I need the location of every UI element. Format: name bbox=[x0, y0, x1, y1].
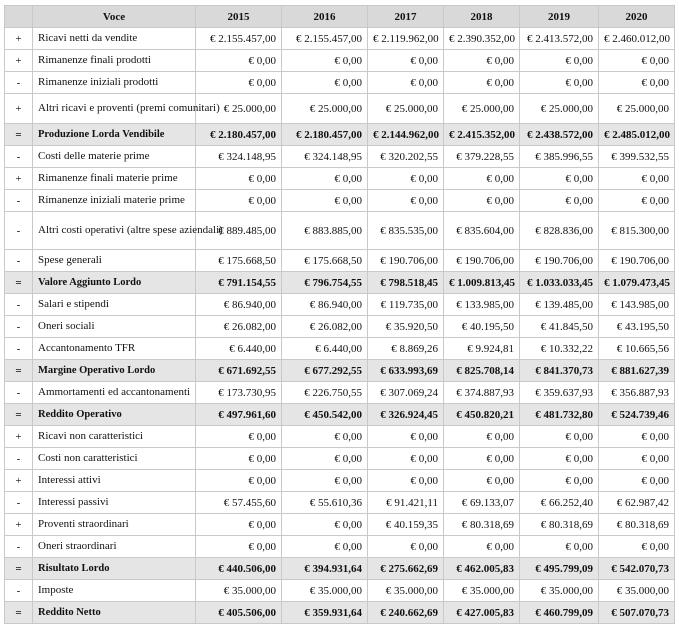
income-statement-table bbox=[4, 5, 675, 624]
value-cell: € 0,00 bbox=[368, 72, 444, 94]
value-cell: € 0,00 bbox=[520, 426, 599, 448]
value-cell: € 0,00 bbox=[196, 426, 282, 448]
value-cell: € 2.119.962,00 bbox=[368, 28, 444, 50]
value-cell: € 324.148,95 bbox=[196, 146, 282, 168]
value-cell: € 0,00 bbox=[599, 470, 675, 492]
value-cell: € 796.754,55 bbox=[282, 272, 368, 294]
value-cell: € 190.706,00 bbox=[368, 250, 444, 272]
value-cell: € 62.987,42 bbox=[599, 492, 675, 514]
value-cell: € 405.506,00 bbox=[196, 602, 282, 624]
value-cell: € 66.252,40 bbox=[520, 492, 599, 514]
item-label: Imposte bbox=[33, 580, 196, 602]
sign-cell: - bbox=[5, 190, 33, 212]
sign-cell: - bbox=[5, 580, 33, 602]
table-row bbox=[5, 316, 675, 338]
voce-column-header: Voce bbox=[33, 6, 196, 28]
value-cell: € 2.413.572,00 bbox=[520, 28, 599, 50]
value-cell: € 0,00 bbox=[282, 470, 368, 492]
sign-cell: = bbox=[5, 602, 33, 624]
sign-cell: - bbox=[5, 294, 33, 316]
value-cell: € 69.133,07 bbox=[444, 492, 520, 514]
value-cell: € 0,00 bbox=[520, 50, 599, 72]
value-cell: € 883.885,00 bbox=[282, 212, 368, 250]
sign-cell: = bbox=[5, 272, 33, 294]
value-cell: € 835.604,00 bbox=[444, 212, 520, 250]
value-cell: € 226.750,55 bbox=[282, 382, 368, 404]
sign-cell: + bbox=[5, 168, 33, 190]
value-cell: € 0,00 bbox=[520, 190, 599, 212]
value-cell: € 0,00 bbox=[282, 168, 368, 190]
value-cell: € 0,00 bbox=[444, 168, 520, 190]
table-row bbox=[5, 426, 675, 448]
table-body bbox=[5, 28, 675, 624]
value-cell: € 427.005,83 bbox=[444, 602, 520, 624]
sign-cell: - bbox=[5, 72, 33, 94]
value-cell: € 26.082,00 bbox=[282, 316, 368, 338]
value-cell: € 1.009.813,45 bbox=[444, 272, 520, 294]
sign-cell: - bbox=[5, 382, 33, 404]
value-cell: € 35.000,00 bbox=[520, 580, 599, 602]
value-cell: € 0,00 bbox=[520, 72, 599, 94]
value-cell: € 0,00 bbox=[599, 168, 675, 190]
total-row bbox=[5, 360, 675, 382]
value-cell: € 40.195,50 bbox=[444, 316, 520, 338]
sign-column-header bbox=[5, 6, 33, 28]
item-label: Altri ricavi e proventi (premi comunitari) bbox=[33, 94, 196, 124]
value-cell: € 175.668,50 bbox=[282, 250, 368, 272]
item-label: Ricavi non caratteristici bbox=[33, 426, 196, 448]
year-column-header: 2020 bbox=[599, 6, 675, 28]
item-label: Interessi passivi bbox=[33, 492, 196, 514]
year-column-header: 2015 bbox=[196, 6, 282, 28]
value-cell: € 481.732,80 bbox=[520, 404, 599, 426]
value-cell: € 2.438.572,00 bbox=[520, 124, 599, 146]
value-cell: € 0,00 bbox=[368, 426, 444, 448]
value-cell: € 326.924,45 bbox=[368, 404, 444, 426]
sign-cell: - bbox=[5, 536, 33, 558]
value-cell: € 86.940,00 bbox=[196, 294, 282, 316]
value-cell: € 2.155.457,00 bbox=[196, 28, 282, 50]
year-column-header: 2017 bbox=[368, 6, 444, 28]
value-cell: € 0,00 bbox=[368, 168, 444, 190]
value-cell: € 0,00 bbox=[599, 448, 675, 470]
value-cell: € 25.000,00 bbox=[368, 94, 444, 124]
value-cell: € 0,00 bbox=[196, 72, 282, 94]
table-row bbox=[5, 168, 675, 190]
table-row bbox=[5, 338, 675, 360]
value-cell: € 190.706,00 bbox=[444, 250, 520, 272]
table-row bbox=[5, 190, 675, 212]
item-label: Reddito Operativo bbox=[33, 404, 196, 426]
value-cell: € 798.518,45 bbox=[368, 272, 444, 294]
item-label: Ricavi netti da vendite bbox=[33, 28, 196, 50]
value-cell: € 0,00 bbox=[444, 426, 520, 448]
value-cell: € 143.985,00 bbox=[599, 294, 675, 316]
value-cell: € 497.961,60 bbox=[196, 404, 282, 426]
value-cell: € 524.739,46 bbox=[599, 404, 675, 426]
sign-cell: = bbox=[5, 124, 33, 146]
value-cell: € 0,00 bbox=[444, 470, 520, 492]
sign-cell: + bbox=[5, 94, 33, 124]
value-cell: € 0,00 bbox=[520, 448, 599, 470]
header-row bbox=[5, 6, 675, 28]
table-row bbox=[5, 470, 675, 492]
value-cell: € 379.228,55 bbox=[444, 146, 520, 168]
value-cell: € 374.887,93 bbox=[444, 382, 520, 404]
value-cell: € 40.159,35 bbox=[368, 514, 444, 536]
table-row bbox=[5, 536, 675, 558]
value-cell: € 43.195,50 bbox=[599, 316, 675, 338]
value-cell: € 133.985,00 bbox=[444, 294, 520, 316]
value-cell: € 35.000,00 bbox=[599, 580, 675, 602]
value-cell: € 275.662,69 bbox=[368, 558, 444, 580]
value-cell: € 0,00 bbox=[444, 50, 520, 72]
sign-cell: = bbox=[5, 404, 33, 426]
value-cell: € 240.662,69 bbox=[368, 602, 444, 624]
item-label: Oneri sociali bbox=[33, 316, 196, 338]
value-cell: € 26.082,00 bbox=[196, 316, 282, 338]
value-cell: € 0,00 bbox=[196, 168, 282, 190]
value-cell: € 0,00 bbox=[282, 72, 368, 94]
value-cell: € 440.506,00 bbox=[196, 558, 282, 580]
table-row bbox=[5, 72, 675, 94]
item-label: Produzione Lorda Vendibile bbox=[33, 124, 196, 146]
value-cell: € 173.730,95 bbox=[196, 382, 282, 404]
value-cell: € 359.931,64 bbox=[282, 602, 368, 624]
sign-cell: - bbox=[5, 146, 33, 168]
value-cell: € 0,00 bbox=[282, 514, 368, 536]
value-cell: € 2.415.352,00 bbox=[444, 124, 520, 146]
sign-cell: - bbox=[5, 338, 33, 360]
item-label: Risultato Lordo bbox=[33, 558, 196, 580]
value-cell: € 190.706,00 bbox=[520, 250, 599, 272]
year-column-header: 2019 bbox=[520, 6, 599, 28]
value-cell: € 462.005,83 bbox=[444, 558, 520, 580]
value-cell: € 0,00 bbox=[444, 448, 520, 470]
value-cell: € 139.485,00 bbox=[520, 294, 599, 316]
value-cell: € 2.180.457,00 bbox=[196, 124, 282, 146]
year-column-header: 2018 bbox=[444, 6, 520, 28]
value-cell: € 0,00 bbox=[599, 72, 675, 94]
item-label: Proventi straordinari bbox=[33, 514, 196, 536]
item-label: Rimanenze finali prodotti bbox=[33, 50, 196, 72]
sign-cell: - bbox=[5, 316, 33, 338]
value-cell: € 542.070,73 bbox=[599, 558, 675, 580]
value-cell: € 0,00 bbox=[196, 190, 282, 212]
item-label: Costi delle materie prime bbox=[33, 146, 196, 168]
sign-cell: + bbox=[5, 470, 33, 492]
table-row bbox=[5, 28, 675, 50]
value-cell: € 2.180.457,00 bbox=[282, 124, 368, 146]
value-cell: € 356.887,93 bbox=[599, 382, 675, 404]
value-cell: € 841.370,73 bbox=[520, 360, 599, 382]
value-cell: € 889.485,00 bbox=[196, 212, 282, 250]
value-cell: € 41.845,50 bbox=[520, 316, 599, 338]
total-row bbox=[5, 404, 675, 426]
total-row bbox=[5, 272, 675, 294]
item-label: Margine Operativo Lordo bbox=[33, 360, 196, 382]
value-cell: € 9.924,81 bbox=[444, 338, 520, 360]
value-cell: € 0,00 bbox=[520, 168, 599, 190]
value-cell: € 828.836,00 bbox=[520, 212, 599, 250]
value-cell: € 6.440,00 bbox=[196, 338, 282, 360]
value-cell: € 55.610,36 bbox=[282, 492, 368, 514]
value-cell: € 1.079.473,45 bbox=[599, 272, 675, 294]
value-cell: € 825.708,14 bbox=[444, 360, 520, 382]
value-cell: € 25.000,00 bbox=[282, 94, 368, 124]
value-cell: € 86.940,00 bbox=[282, 294, 368, 316]
item-label: Reddito Netto bbox=[33, 602, 196, 624]
sign-cell: + bbox=[5, 28, 33, 50]
value-cell: € 633.993,69 bbox=[368, 360, 444, 382]
item-label: Rimanenze iniziali materie prime bbox=[33, 190, 196, 212]
sign-cell: - bbox=[5, 212, 33, 250]
table-row bbox=[5, 514, 675, 536]
value-cell: € 0,00 bbox=[368, 50, 444, 72]
value-cell: € 35.000,00 bbox=[282, 580, 368, 602]
value-cell: € 0,00 bbox=[520, 470, 599, 492]
value-cell: € 815.300,00 bbox=[599, 212, 675, 250]
value-cell: € 35.920,50 bbox=[368, 316, 444, 338]
table-row bbox=[5, 212, 675, 250]
sign-cell: - bbox=[5, 448, 33, 470]
value-cell: € 450.820,21 bbox=[444, 404, 520, 426]
value-cell: € 677.292,55 bbox=[282, 360, 368, 382]
item-label: Altri costi operativi (altre spese aziendali) bbox=[33, 212, 196, 250]
table-row bbox=[5, 50, 675, 72]
value-cell: € 2.144.962,00 bbox=[368, 124, 444, 146]
value-cell: € 835.535,00 bbox=[368, 212, 444, 250]
value-cell: € 0,00 bbox=[196, 448, 282, 470]
value-cell: € 8.869,26 bbox=[368, 338, 444, 360]
sign-cell: = bbox=[5, 360, 33, 382]
value-cell: € 6.440,00 bbox=[282, 338, 368, 360]
value-cell: € 2.390.352,00 bbox=[444, 28, 520, 50]
value-cell: € 460.799,09 bbox=[520, 602, 599, 624]
value-cell: € 57.455,60 bbox=[196, 492, 282, 514]
table-row bbox=[5, 448, 675, 470]
value-cell: € 190.706,00 bbox=[599, 250, 675, 272]
sign-cell: - bbox=[5, 492, 33, 514]
value-cell: € 881.627,39 bbox=[599, 360, 675, 382]
value-cell: € 25.000,00 bbox=[599, 94, 675, 124]
value-cell: € 0,00 bbox=[520, 536, 599, 558]
value-cell: € 1.033.033,45 bbox=[520, 272, 599, 294]
value-cell: € 0,00 bbox=[282, 536, 368, 558]
value-cell: € 0,00 bbox=[368, 448, 444, 470]
table-row bbox=[5, 294, 675, 316]
table-row bbox=[5, 580, 675, 602]
value-cell: € 35.000,00 bbox=[368, 580, 444, 602]
value-cell: € 359.637,93 bbox=[520, 382, 599, 404]
value-cell: € 671.692,55 bbox=[196, 360, 282, 382]
value-cell: € 0,00 bbox=[368, 536, 444, 558]
item-label: Spese generali bbox=[33, 250, 196, 272]
value-cell: € 0,00 bbox=[196, 470, 282, 492]
value-cell: € 0,00 bbox=[599, 426, 675, 448]
value-cell: € 0,00 bbox=[196, 514, 282, 536]
sign-cell: + bbox=[5, 50, 33, 72]
value-cell: € 320.202,55 bbox=[368, 146, 444, 168]
value-cell: € 0,00 bbox=[444, 72, 520, 94]
year-column-header: 2016 bbox=[282, 6, 368, 28]
sign-cell: = bbox=[5, 558, 33, 580]
value-cell: € 791.154,55 bbox=[196, 272, 282, 294]
table-row bbox=[5, 492, 675, 514]
value-cell: € 507.070,73 bbox=[599, 602, 675, 624]
value-cell: € 0,00 bbox=[599, 50, 675, 72]
value-cell: € 0,00 bbox=[282, 448, 368, 470]
value-cell: € 2.460.012,00 bbox=[599, 28, 675, 50]
value-cell: € 2.155.457,00 bbox=[282, 28, 368, 50]
value-cell: € 0,00 bbox=[282, 50, 368, 72]
value-cell: € 2.485.012,00 bbox=[599, 124, 675, 146]
value-cell: € 0,00 bbox=[444, 536, 520, 558]
table-row bbox=[5, 250, 675, 272]
income-statement bbox=[4, 5, 675, 624]
value-cell: € 495.799,09 bbox=[520, 558, 599, 580]
value-cell: € 175.668,50 bbox=[196, 250, 282, 272]
sign-cell: + bbox=[5, 426, 33, 448]
value-cell: € 10.332,22 bbox=[520, 338, 599, 360]
value-cell: € 35.000,00 bbox=[196, 580, 282, 602]
value-cell: € 80.318,69 bbox=[599, 514, 675, 536]
item-label: Rimanenze iniziali prodotti bbox=[33, 72, 196, 94]
item-label: Accantonamento TFR bbox=[33, 338, 196, 360]
value-cell: € 10.665,56 bbox=[599, 338, 675, 360]
value-cell: € 399.532,55 bbox=[599, 146, 675, 168]
value-cell: € 450.542,00 bbox=[282, 404, 368, 426]
item-label: Salari e stipendi bbox=[33, 294, 196, 316]
value-cell: € 91.421,11 bbox=[368, 492, 444, 514]
total-row bbox=[5, 124, 675, 146]
value-cell: € 0,00 bbox=[599, 190, 675, 212]
table-row bbox=[5, 382, 675, 404]
table-row bbox=[5, 94, 675, 124]
item-label: Costi non caratteristici bbox=[33, 448, 196, 470]
item-label: Interessi attivi bbox=[33, 470, 196, 492]
value-cell: € 0,00 bbox=[368, 190, 444, 212]
value-cell: € 0,00 bbox=[196, 50, 282, 72]
value-cell: € 0,00 bbox=[196, 536, 282, 558]
value-cell: € 307.069,24 bbox=[368, 382, 444, 404]
value-cell: € 0,00 bbox=[444, 190, 520, 212]
value-cell: € 0,00 bbox=[599, 536, 675, 558]
item-label: Valore Aggiunto Lordo bbox=[33, 272, 196, 294]
item-label: Ammortamenti ed accantonamenti bbox=[33, 382, 196, 404]
value-cell: € 385.996,55 bbox=[520, 146, 599, 168]
item-label: Rimanenze finali materie prime bbox=[33, 168, 196, 190]
value-cell: € 25.000,00 bbox=[196, 94, 282, 124]
item-label: Oneri straordinari bbox=[33, 536, 196, 558]
value-cell: € 0,00 bbox=[368, 470, 444, 492]
sign-cell: + bbox=[5, 514, 33, 536]
value-cell: € 80.318,69 bbox=[444, 514, 520, 536]
value-cell: € 324.148,95 bbox=[282, 146, 368, 168]
table-row bbox=[5, 146, 675, 168]
value-cell: € 394.931,64 bbox=[282, 558, 368, 580]
sign-cell: - bbox=[5, 250, 33, 272]
total-row bbox=[5, 558, 675, 580]
value-cell: € 119.735,00 bbox=[368, 294, 444, 316]
value-cell: € 25.000,00 bbox=[520, 94, 599, 124]
value-cell: € 80.318,69 bbox=[520, 514, 599, 536]
value-cell: € 25.000,00 bbox=[444, 94, 520, 124]
total-row bbox=[5, 602, 675, 624]
value-cell: € 35.000,00 bbox=[444, 580, 520, 602]
value-cell: € 0,00 bbox=[282, 426, 368, 448]
value-cell: € 0,00 bbox=[282, 190, 368, 212]
